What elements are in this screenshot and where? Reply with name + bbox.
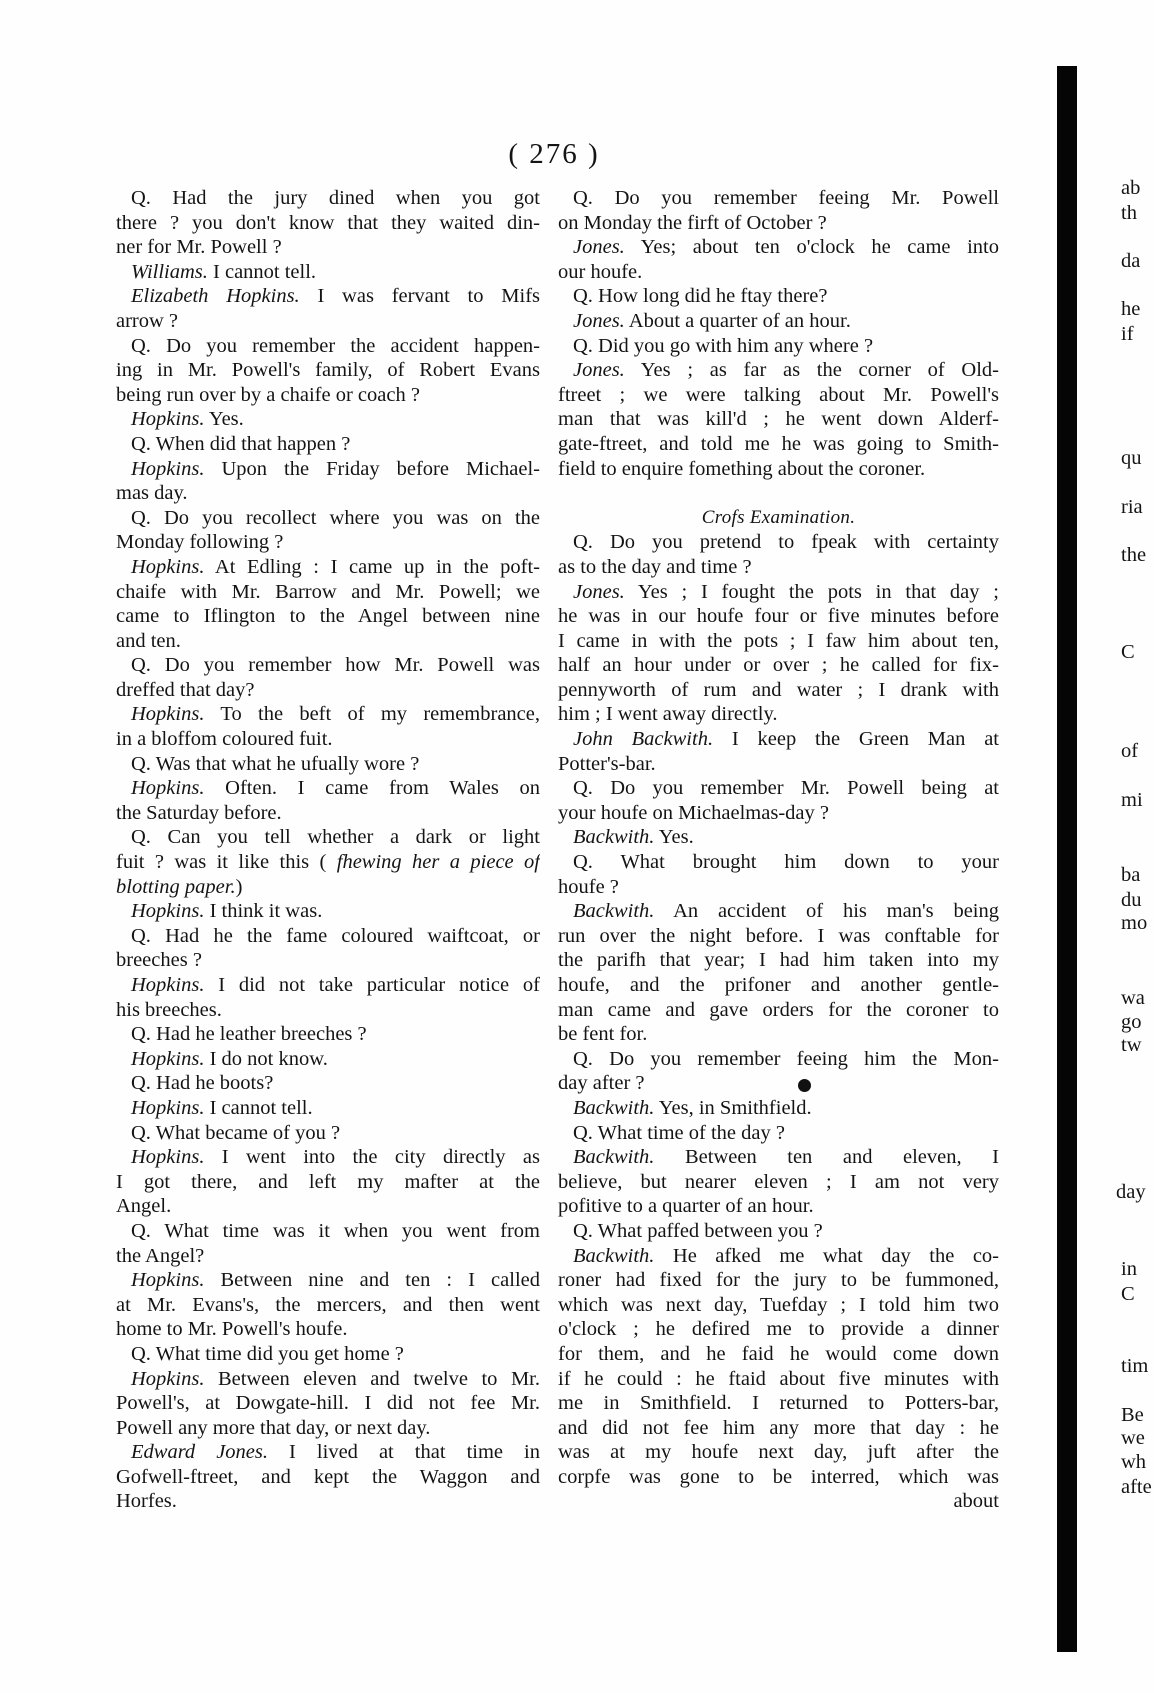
next-page-fragment: wa <box>1121 987 1145 1009</box>
paragraph <box>116 776 540 825</box>
roman-text: About a quarter of an hour. <box>624 309 851 332</box>
text-line: him ; I went away directly. <box>558 703 778 726</box>
text-line: houfe ? <box>558 875 619 898</box>
text-line: Q. When did that happen ? <box>131 432 351 455</box>
text-line: at Mr. Evans's, the mercers, and then went <box>116 1293 540 1316</box>
paragraph <box>558 235 999 284</box>
roman-text: Between eleven and twelve to Mr. <box>204 1367 540 1390</box>
roman-text: fuit ? was it like this ( <box>116 851 337 874</box>
next-page-fragment: go <box>1121 1011 1142 1033</box>
next-page-fragment: da <box>1121 250 1141 272</box>
roman-text: Yes ; as far as the corner of Old- <box>624 359 999 382</box>
text-line: Q. Do you pretend to fpeak with certainty <box>573 531 999 554</box>
paragraph <box>558 1244 999 1490</box>
text-line: Q. Do you remember feeing him the Mon- <box>573 1047 999 1070</box>
paragraph <box>116 260 540 285</box>
right-column-body-bottom <box>558 530 999 1489</box>
speaker-name: Backwith. <box>573 826 655 849</box>
next-page-fragment: th <box>1121 202 1137 224</box>
text-line <box>558 309 999 334</box>
text-line: pofitive to a quarter of an hour. <box>558 1195 814 1218</box>
paragraph <box>116 1268 540 1342</box>
text-line <box>116 776 540 801</box>
page-number: ( 276 ) <box>508 138 600 170</box>
text-line: in a bloffom coloured fuit. <box>116 728 333 751</box>
paragraph <box>558 776 999 825</box>
text-line: dreffed that day? <box>116 678 255 701</box>
text-line: Q. Had he boots? <box>131 1072 274 1095</box>
speaker-name: Hopkins. <box>131 1047 205 1070</box>
text-line: day after ? <box>558 1072 645 1095</box>
text-line: me in Smithfield. I returned to Potters-bar, <box>558 1392 999 1415</box>
speaker-name: Backwith. <box>573 1146 655 1169</box>
text-line: on Monday the firft of October ? <box>558 211 827 234</box>
text-line: man that was kill'd ; he went down Alderf- <box>558 408 999 431</box>
right-column <box>558 186 999 1514</box>
roman-text: I think it was. <box>204 900 323 923</box>
speaker-name: Hopkins. <box>131 974 205 996</box>
paragraph <box>558 334 999 359</box>
paragraph <box>558 825 999 850</box>
text-line: chaife with Mr. Barrow and Mr. Powell; we <box>116 580 540 603</box>
next-page-fragment: tim <box>1121 1355 1149 1377</box>
speaker-name: Elizabeth Hopkins. <box>131 285 300 308</box>
speaker-name: Hopkins. <box>131 555 205 578</box>
text-line: field to enquire fomething about the coroner. <box>558 457 926 480</box>
text-line: Q. Did you go with him any where ? <box>573 334 874 357</box>
text-line <box>116 702 540 727</box>
roman-text: At Edling : I came up in the poft- <box>204 555 540 578</box>
paragraph <box>558 1096 999 1121</box>
speaker-name: Hopkins. <box>131 1096 205 1119</box>
roman-text: Often. I came from Wales on <box>204 777 540 800</box>
text-line: Q. Do you remember Mr. Powell being at <box>573 777 999 800</box>
text-line: half an hour under or over ; he called for fix- <box>558 654 999 677</box>
paragraph <box>558 309 999 334</box>
next-page-fragment: qu <box>1121 447 1142 469</box>
text-line: houfe, and the prifoner and another gentle- <box>558 974 999 996</box>
text-line <box>116 284 540 309</box>
roman-text: Between nine and ten : I called <box>204 1269 540 1292</box>
text-line <box>116 875 540 900</box>
text-line: Q. What became of you ? <box>131 1121 341 1144</box>
text-line: Q. What time was it when you went from <box>131 1219 540 1242</box>
text-line: and did not fee him any more that day : he <box>558 1416 999 1439</box>
paragraph <box>116 899 540 924</box>
text-line: Monday following ? <box>116 531 284 554</box>
text-line <box>558 358 999 383</box>
text-line: be fent for. <box>558 1023 648 1046</box>
paragraph <box>558 1047 999 1096</box>
text-line: Q. Do you remember how Mr. Powell was <box>131 654 540 677</box>
section-heading: Crofs Examination. <box>701 506 856 528</box>
ink-blot <box>798 1079 811 1092</box>
text-line: Powell's, at Dowgate-hill. I did not fee Mr. <box>116 1392 540 1415</box>
text-line <box>558 727 999 752</box>
text-line: the Saturday before. <box>116 801 282 824</box>
text-line <box>558 825 999 850</box>
text-line: as to the day and time ? <box>558 555 752 578</box>
text-line <box>558 1096 999 1121</box>
paragraph <box>116 457 540 506</box>
text-line: the parifh that year; I had him taken into my <box>558 949 999 972</box>
paragraph <box>116 1219 540 1268</box>
text-line: Gofwell-ftreet, and kept the Waggon and <box>116 1465 540 1488</box>
paragraph <box>116 555 540 653</box>
paragraph <box>116 1022 540 1047</box>
roman-text: Yes, in Smithfield. <box>654 1096 812 1119</box>
next-page-fragment: day <box>1116 1181 1146 1203</box>
catchword: about <box>953 1490 999 1513</box>
paragraph <box>116 973 540 1022</box>
roman-text: Upon the Friday before Michael- <box>204 457 540 480</box>
roman-text: Yes; about ten o'clock he came into <box>624 236 999 259</box>
paragraph <box>558 530 999 579</box>
text-line <box>116 457 540 482</box>
text-line: corpfe was gone to be interred, which was <box>558 1465 999 1488</box>
text-line: man came and gave orders for the coroner to <box>558 998 999 1021</box>
next-page-edge <box>1115 0 1154 1693</box>
next-page-fragment: du <box>1121 889 1142 911</box>
roman-text: Yes. <box>204 408 244 431</box>
next-page-fragment: mo <box>1121 912 1148 934</box>
roman-text: I cannot tell. <box>204 1096 313 1119</box>
roman-text: I do not know. <box>204 1047 328 1070</box>
paragraph <box>116 186 540 260</box>
speaker-name: Edward Jones. <box>131 1441 269 1464</box>
paragraph <box>116 1440 540 1514</box>
text-line: the Angel? <box>116 1244 205 1267</box>
text-line <box>558 235 999 260</box>
text-line: Horfes. <box>116 1490 177 1513</box>
paragraph <box>558 727 999 776</box>
next-page-fragment: in <box>1121 1258 1137 1280</box>
speaker-name: Jones. <box>573 580 625 603</box>
text-line: o'clock ; he defired me to provide a dinner <box>558 1318 999 1341</box>
paragraph <box>116 1145 540 1219</box>
paragraph <box>116 432 540 457</box>
paragraph <box>116 1121 540 1146</box>
speaker-name: Jones. <box>573 359 625 382</box>
roman-text: I keep the Green Man at <box>713 728 999 751</box>
text-line: which was next day, Tuefday ; I told him two <box>558 1293 999 1316</box>
text-line: was at my houfe next day, juft after the <box>558 1441 999 1464</box>
text-line <box>116 1096 540 1121</box>
text-line: Potter's-bar. <box>558 752 656 775</box>
text-line: Q. Do you remember feeing Mr. Powell <box>573 187 999 209</box>
text-line <box>558 1145 999 1170</box>
text-line: there ? you don't know that they waited din- <box>116 211 540 234</box>
speaker-name: Hopkins. <box>131 408 205 431</box>
paragraph <box>558 186 999 235</box>
speaker-name: Hopkins. <box>131 703 205 726</box>
paragraph <box>116 284 540 333</box>
text-line <box>116 1047 540 1072</box>
text-line: Q. Do you recollect where you was on the <box>131 506 540 529</box>
text-line: believe, but nearer eleven ; I am not very <box>558 1170 999 1193</box>
paragraph <box>116 1071 540 1096</box>
paragraph <box>116 407 540 432</box>
text-line: run over the night before. I was conftable for <box>558 924 999 947</box>
paragraph <box>558 1145 999 1219</box>
text-line: our houfe. <box>558 260 643 283</box>
next-page-fragment: wh <box>1121 1451 1147 1473</box>
roman-text: ) <box>235 875 243 898</box>
next-page-fragment: ria <box>1121 496 1143 518</box>
left-column <box>116 186 540 1514</box>
left-column-body <box>116 186 540 1514</box>
text-line: Q. Do you remember the accident happen- <box>131 334 540 357</box>
text-line: Powell any more that day, or next day. <box>116 1416 431 1439</box>
paragraph <box>558 899 999 1047</box>
next-page-fragment: Be <box>1121 1404 1144 1426</box>
paragraph <box>558 1219 999 1244</box>
next-page-fragment: C <box>1121 641 1135 663</box>
roman-text: He afked me what day the co- <box>654 1244 999 1267</box>
paragraph <box>116 924 540 973</box>
paragraph <box>116 1096 540 1121</box>
paragraph <box>116 1342 540 1367</box>
text-line: home to Mr. Powell's houfe. <box>116 1318 348 1341</box>
roman-text: To the beft of my remembrance, <box>204 703 540 726</box>
text-line <box>116 1145 540 1170</box>
text-line: roner had fixed for the jury to be fummoned, <box>558 1269 999 1292</box>
text-line: Q. Was that what he ufually wore ? <box>131 752 420 775</box>
roman-text: Between ten and eleven, I <box>654 1146 999 1169</box>
next-page-fragment: mi <box>1121 789 1143 811</box>
paragraph <box>116 1047 540 1072</box>
roman-text: Yes. <box>654 826 694 849</box>
text-line: his breeches. <box>116 998 222 1021</box>
speaker-name: Backwith. <box>573 1244 655 1267</box>
next-page-fragment: the <box>1121 544 1147 566</box>
text-line: ftreet ; we were talking about Mr. Powell's <box>558 383 999 406</box>
text-line <box>116 555 540 580</box>
paragraph <box>558 1121 999 1146</box>
paragraph <box>116 334 540 408</box>
paragraph <box>558 284 999 309</box>
speaker-name: Williams. <box>131 260 208 283</box>
text-line: for them, and he faid he would come down <box>558 1342 999 1365</box>
italic-text: blotting paper. <box>116 875 236 898</box>
text-line: being run over by a chaife or coach ? <box>116 383 420 406</box>
speaker-name: Jones. <box>573 236 625 259</box>
text-line: Angel. <box>116 1195 172 1218</box>
text-line <box>116 973 540 998</box>
speaker-name: Backwith. <box>573 900 655 923</box>
text-line <box>116 1367 540 1392</box>
roman-text: I lived at that time in <box>268 1441 540 1464</box>
text-line: Q. What paffed between you ? <box>573 1219 823 1242</box>
text-line: Q. Had he the fame coloured waiftcoat, or <box>131 924 540 947</box>
text-line: gate-ftreet, and told me he was going to Smith- <box>558 432 999 455</box>
text-line: Q. What time of the day ? <box>573 1121 785 1144</box>
paragraph <box>558 358 999 481</box>
text-line: and ten. <box>116 629 181 652</box>
paragraph <box>558 580 999 728</box>
roman-text: I cannot tell. <box>207 260 317 283</box>
speaker-name: Hopkins. <box>131 1269 205 1292</box>
text-line <box>116 850 540 875</box>
next-page-fragment: afte <box>1121 1476 1152 1498</box>
binding-gutter-shadow <box>1057 66 1077 1652</box>
text-line: your houfe on Michaelmas-day ? <box>558 801 829 824</box>
text-line: he was in our houfe four or five minutes before <box>558 605 999 628</box>
roman-text: I was fervant to Mifs <box>299 285 540 308</box>
text-line <box>116 260 540 285</box>
text-line: ner for Mr. Powell ? <box>116 236 282 259</box>
text-line <box>116 407 540 432</box>
right-column-body-top <box>558 186 999 481</box>
text-line: breeches ? <box>116 949 202 972</box>
text-line <box>116 1440 540 1465</box>
speaker-name: Hopkins. <box>131 1367 205 1390</box>
paragraph <box>116 1367 540 1441</box>
italic-text: fhewing her a piece of <box>336 851 540 874</box>
text-line: Q. Had the jury dined when you got <box>131 187 540 209</box>
text-line: if he could : he ftaid about five minutes with <box>558 1367 999 1390</box>
next-page-fragment: C <box>1121 1283 1135 1305</box>
roman-text: An accident of his man's being <box>654 900 999 923</box>
text-line: Q. What brought him down to your <box>573 851 999 874</box>
text-line: I got there, and left my mafter at the <box>116 1170 540 1193</box>
speaker-name: Hopkins. <box>131 1146 205 1169</box>
text-line: came to Iflington to the Angel between nine <box>116 605 540 628</box>
roman-text: I did not take particular notice of <box>204 974 540 996</box>
text-line: arrow ? <box>116 309 179 332</box>
speaker-name: Hopkins. <box>131 900 205 923</box>
text-line: I came in with the pots ; I faw him about ten, <box>558 629 999 652</box>
speaker-name: Backwith. <box>573 1096 655 1119</box>
paragraph <box>116 752 540 777</box>
next-page-fragment: ab <box>1121 177 1141 199</box>
text-line <box>116 899 540 924</box>
text-line <box>558 580 999 605</box>
speaker-name: Jones. <box>573 309 625 332</box>
text-line: mas day. <box>116 482 188 505</box>
speaker-name: John Backwith. <box>573 728 714 751</box>
speaker-name: Hopkins. <box>131 457 205 480</box>
next-page-fragment: if <box>1121 323 1134 345</box>
paragraph <box>116 825 540 899</box>
paragraph <box>116 653 540 702</box>
text-line: Q. Can you tell whether a dark or light <box>131 826 540 849</box>
next-page-fragment: ba <box>1121 864 1141 886</box>
text-line <box>116 1268 540 1293</box>
text-line: pennyworth of rum and water ; I drank with <box>558 678 999 701</box>
roman-text: I went into the city directly as <box>204 1146 540 1169</box>
text-line: Q. What time did you get home ? <box>131 1342 404 1365</box>
next-page-fragment: he <box>1121 298 1141 320</box>
text-line: Q. Had he leather breeches ? <box>131 1023 367 1046</box>
text-line <box>558 899 999 924</box>
next-page-fragment: of <box>1121 740 1139 762</box>
text-line: ing in Mr. Powell's family, of Robert Evans <box>116 359 540 382</box>
paragraph <box>116 506 540 555</box>
text-line: Q. How long did he ftay there? <box>573 285 828 308</box>
speaker-name: Hopkins. <box>131 777 205 800</box>
text-line <box>558 1244 999 1269</box>
paragraph <box>558 850 999 899</box>
next-page-fragment: we <box>1121 1427 1145 1449</box>
roman-text: Yes ; I fought the pots in that day ; <box>624 580 999 603</box>
paragraph <box>116 702 540 751</box>
section-spacer <box>558 481 999 506</box>
next-page-fragment: tw <box>1121 1034 1142 1056</box>
